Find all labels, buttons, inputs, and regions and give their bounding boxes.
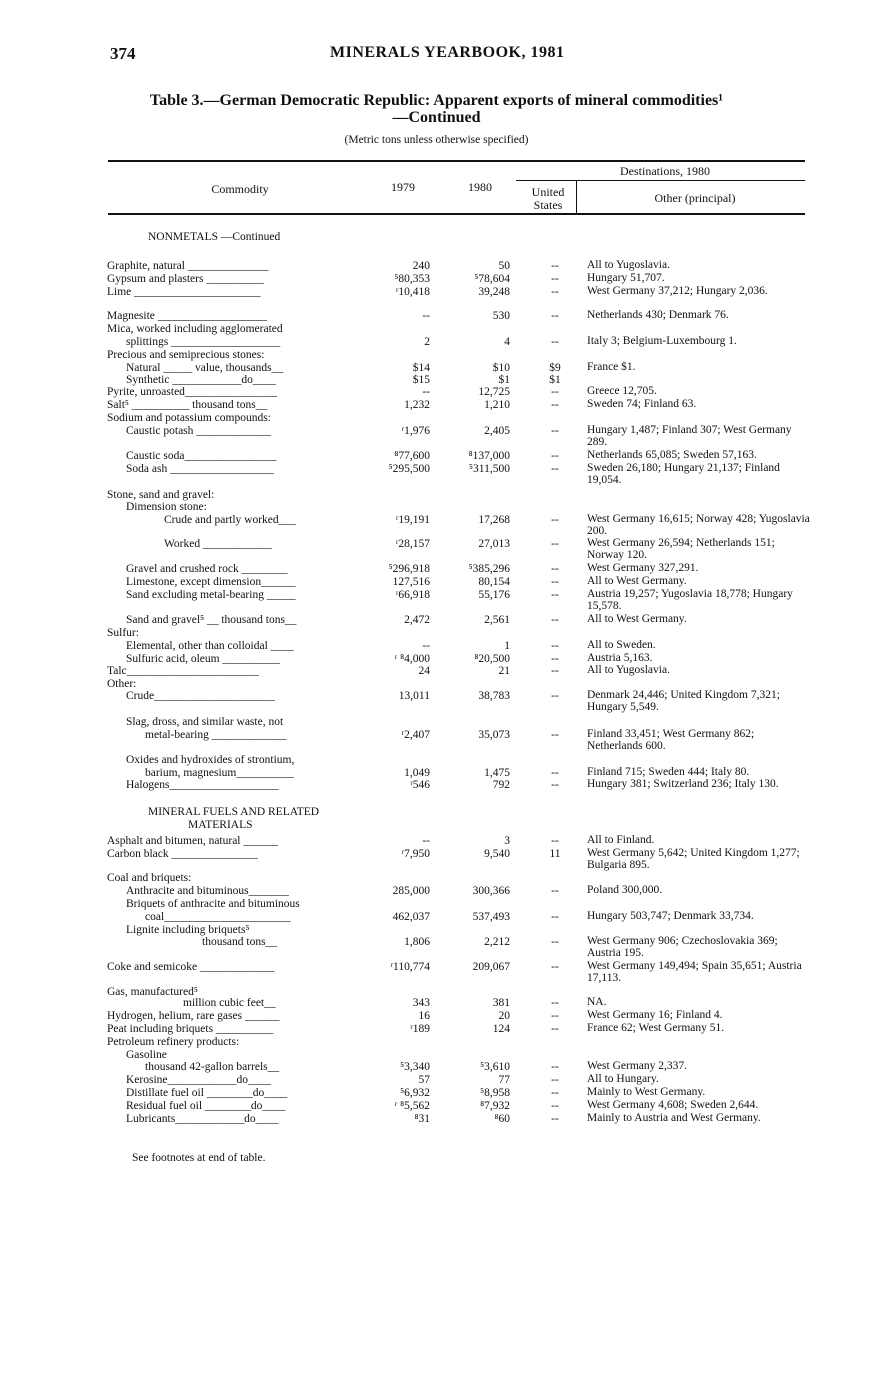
other-destination-cell: Greece 12,705. (587, 385, 657, 397)
commodity-cell: Natural _____ value, thousands__ (126, 362, 284, 374)
value-1980-cell: ⁵3,610 (480, 1061, 510, 1073)
other-destination-cell: All to Hungary. (587, 1073, 659, 1085)
value-1980-cell: 38,783 (478, 690, 510, 702)
commodity-cell: Gravel and crushed rock ________ (126, 563, 288, 575)
value-1980-cell: $1 (498, 374, 510, 386)
us-destination-cell: 11 (549, 848, 561, 860)
section-heading: NONMETALS —Continued (148, 231, 281, 243)
us-destination-cell: -- (551, 1087, 559, 1099)
value-1980-cell: ⁵311,500 (469, 463, 510, 475)
value-1980-cell: 2,212 (484, 936, 510, 948)
value-1979-cell: 2 (424, 336, 430, 348)
commodity-cell: Gasoline (126, 1049, 167, 1061)
us-destination-cell: -- (551, 1113, 559, 1125)
value-1979-cell: 462,037 (392, 911, 430, 923)
commodity-cell: Distillate fuel oil ________do____ (126, 1087, 288, 1099)
other-destination-cell: France $1. (587, 361, 636, 373)
value-1980-cell: 530 (492, 310, 510, 322)
us-destination-cell: $1 (549, 374, 561, 386)
commodity-cell: Graphite, natural ______________ (107, 260, 269, 272)
commodity-cell: Talc_______________________ (107, 665, 259, 677)
value-1980-cell: 1,210 (484, 399, 510, 411)
commodity-cell: Lime ______________________ (107, 286, 261, 298)
us-destination-cell: -- (551, 260, 559, 272)
value-1979-cell: 240 (412, 260, 430, 272)
commodity-cell: Stone, sand and gravel: (107, 489, 215, 501)
other-destination-cell: France 62; West Germany 51. (587, 1022, 725, 1034)
value-1980-cell: 124 (492, 1023, 510, 1035)
commodity-cell: Dimension stone: (126, 501, 207, 513)
value-1979-cell: 24 (418, 665, 430, 677)
value-1979-cell: -- (422, 835, 430, 847)
value-1979-cell: 13,011 (398, 690, 430, 702)
commodity-cell: Elemental, other than colloidal ____ (126, 640, 294, 652)
value-1980-cell: 1 (504, 640, 510, 652)
other-destination-cell: Hungary 503,747; Denmark 33,734. (587, 910, 754, 922)
commodity-cell: Crude and partly worked___ (164, 514, 296, 526)
value-1980-cell: 12,725 (478, 386, 510, 398)
table-title-line2: —Continued (392, 109, 481, 126)
header-destinations: Destinations, 1980 (620, 164, 710, 178)
value-1979-cell: ⁵296,918 (388, 563, 430, 575)
value-1980-cell: ⁸20,500 (474, 653, 510, 665)
header-commodity: Commodity (211, 182, 269, 196)
commodity-cell: barium, magnesium__________ (145, 767, 294, 779)
commodity-cell: Precious and semiprecious stones: (107, 349, 265, 361)
commodity-cell: Hydrogen, helium, rare gases ______ (107, 1010, 280, 1022)
other-destination-cell: All to Sweden. (587, 639, 656, 651)
commodity-cell: thousand tons__ (202, 936, 278, 948)
other-destination-cell: West Germany 149,494; Spain 35,651; Austria 17,113. (587, 960, 802, 984)
other-destination-cell: West Germany 5,642; United Kingdom 1,277; Bulgaria 895. (587, 847, 800, 871)
value-1979-cell: -- (422, 386, 430, 398)
us-destination-cell: -- (551, 767, 559, 779)
value-1980-cell: 55,176 (478, 589, 510, 601)
value-1980-cell: 792 (492, 779, 510, 791)
us-destination-cell: -- (551, 386, 559, 398)
other-destination-cell: Mainly to Austria and West Germany. (587, 1112, 761, 1124)
table-subtitle: (Metric tons unless otherwise specified) (344, 134, 529, 146)
us-destination-cell: -- (551, 399, 559, 411)
other-destination-cell: Denmark 24,446; United Kingdom 7,321; Hungary 5,549. (587, 689, 780, 713)
value-1980-cell: 209,067 (472, 961, 510, 973)
commodity-cell: Sand and gravel⁵ __ thousand tons__ (126, 614, 297, 626)
other-destination-cell: Austria 5,163. (587, 652, 653, 664)
us-destination-cell: -- (551, 589, 559, 601)
value-1979-cell: ʳ110,774 (390, 961, 430, 973)
us-destination-cell: -- (551, 936, 559, 948)
other-destination-cell: Sweden 26,180; Hungary 21,137; Finland 19,054. (587, 462, 780, 486)
us-destination-cell: -- (551, 1010, 559, 1022)
us-destination-cell: -- (551, 425, 559, 437)
page-number: 374 (110, 44, 136, 63)
commodity-cell: Anthracite and bituminous_______ (126, 885, 289, 897)
other-destination-cell: Austria 19,257; Yugoslavia 18,778; Hungary 15,578. (587, 588, 793, 612)
value-1979-cell: ʳ2,407 (401, 729, 430, 741)
commodity-cell: Coal and briquets: (107, 872, 192, 884)
value-1980-cell: 300,366 (472, 885, 510, 897)
value-1979-cell: ⁸31 (414, 1113, 430, 1125)
us-destination-cell: -- (551, 779, 559, 791)
us-destination-cell: $9 (549, 362, 561, 374)
us-destination-cell: -- (551, 911, 559, 923)
commodity-cell: Sulfur: (107, 627, 139, 639)
value-1980-cell: 2,405 (484, 425, 510, 437)
value-1979-cell: $14 (412, 362, 430, 374)
other-destination-cell: Finland 33,451; West Germany 862; Netherlands 600. (587, 728, 755, 752)
value-1980-cell: 3 (504, 835, 510, 847)
commodity-cell: Magnesite ___________________ (107, 310, 268, 322)
value-1979-cell: ʳ10,418 (395, 286, 430, 298)
table-title (0, 92, 873, 126)
commodity-cell: Synthetic ____________do____ (126, 374, 276, 386)
other-destination-cell: Mainly to West Germany. (587, 1086, 706, 1098)
other-destination-cell: NA. (587, 996, 607, 1008)
other-destination-cell: Netherlands 65,085; Sweden 57,163. (587, 449, 757, 461)
value-1980-cell: 77 (498, 1074, 510, 1086)
commodity-cell: Kerosine____________do____ (126, 1074, 272, 1086)
section-heading: MINERAL FUELS AND RELATED (148, 806, 320, 818)
value-1980-cell: $10 (492, 362, 510, 374)
other-destination-cell: West Germany 327,291. (587, 562, 699, 574)
value-1979-cell: ʳ66,918 (395, 589, 430, 601)
value-1980-cell: ⁵385,296 (468, 563, 510, 575)
top-rule (108, 160, 805, 162)
value-1979-cell: ʳ7,950 (401, 848, 430, 860)
value-1979-cell: ⁸77,600 (394, 450, 430, 462)
commodity-cell: Coke and semicoke _____________ (107, 961, 275, 973)
value-1979-cell: 2,472 (404, 614, 430, 626)
value-1979-cell: ⁵3,340 (400, 1061, 430, 1073)
us-destination-cell: -- (551, 729, 559, 741)
other-destination-cell: West Germany 26,594; Netherlands 151; Norway 120. (587, 537, 775, 561)
value-1980-cell: ⁸60 (494, 1113, 510, 1125)
us-destination-cell: -- (551, 690, 559, 702)
other-destination-cell: West Germany 2,337. (587, 1060, 687, 1072)
us-destination-cell: -- (551, 1023, 559, 1035)
us-destination-cell: -- (551, 835, 559, 847)
value-1980-cell: 17,268 (478, 514, 510, 526)
value-1979-cell: ʳ ⁸5,562 (394, 1100, 430, 1112)
value-1979-cell: 1,806 (404, 936, 430, 948)
commodity-cell: Residual fuel oil ________do____ (126, 1100, 286, 1112)
other-destination-cell: Sweden 74; Finland 63. (587, 398, 697, 410)
other-destination-cell: Poland 300,000. (587, 884, 663, 896)
value-1980-cell: 39,248 (478, 286, 510, 298)
other-destination-cell: Hungary 381; Switzerland 236; Italy 130. (587, 778, 779, 790)
commodity-cell: Other: (107, 678, 137, 690)
value-1979-cell: ⁵295,500 (388, 463, 430, 475)
section-heading: MATERIALS (188, 819, 253, 831)
commodity-cell: million cubic feet__ (183, 997, 276, 1009)
commodity-cell: Mica, worked including agglomerated (107, 323, 283, 335)
commodity-cell: Worked ____________ (164, 538, 272, 550)
commodity-cell: Petroleum refinery products: (107, 1036, 240, 1048)
us-destination-cell: -- (551, 997, 559, 1009)
other-destination-cell: Italy 3; Belgium-Luxembourg 1. (587, 335, 737, 347)
commodity-cell: Sulfuric acid, oleum __________ (126, 653, 280, 665)
value-1980-cell: ⁸137,000 (468, 450, 510, 462)
value-1979-cell: ʳ189 (410, 1023, 430, 1035)
commodity-cell: Caustic potash _____________ (126, 425, 272, 437)
commodity-cell: Sand excluding metal-bearing _____ (126, 589, 296, 601)
value-1979-cell: 285,000 (392, 885, 430, 897)
value-1979-cell: -- (422, 640, 430, 652)
header-1979: 1979 (391, 180, 415, 194)
commodity-cell: Halogens___________________ (126, 779, 279, 791)
other-destination-cell: Finland 715; Sweden 444; Italy 80. (587, 766, 750, 778)
value-1979-cell: ʳ ⁸4,000 (394, 653, 430, 665)
value-1980-cell: 20 (498, 1010, 510, 1022)
other-destination-cell: West Germany 4,608; Sweden 2,644. (587, 1099, 759, 1111)
commodity-cell: Crude_____________________ (126, 690, 275, 702)
commodity-cell: Limestone, except dimension______ (126, 576, 296, 588)
us-destination-cell: -- (551, 614, 559, 626)
footnote: See footnotes at end of table. (132, 1152, 266, 1164)
value-1980-cell: ⁵8,958 (480, 1087, 510, 1099)
other-destination-cell: Netherlands 430; Denmark 76. (587, 309, 729, 321)
commodity-cell: Caustic soda________________ (126, 450, 277, 462)
value-1979-cell: ʳ19,191 (395, 514, 430, 526)
us-destination-cell: -- (551, 336, 559, 348)
us-destination-cell: -- (551, 286, 559, 298)
us-column-divider (576, 181, 577, 213)
other-destination-cell: Hungary 1,487; Finland 307; West Germany 289. (587, 424, 792, 448)
us-destination-cell: -- (551, 273, 559, 285)
value-1980-cell: 9,540 (484, 848, 510, 860)
commodity-cell: Soda ash __________________ (126, 463, 274, 475)
value-1979-cell: ʳ28,157 (395, 538, 430, 550)
value-1979-cell: 16 (418, 1010, 430, 1022)
commodity-cell: splittings ___________________ (126, 336, 281, 348)
commodity-cell: Sodium and potassium compounds: (107, 412, 271, 424)
value-1980-cell: 21 (498, 665, 510, 677)
us-destination-cell: -- (551, 514, 559, 526)
commodity-cell: Pyrite, unroasted________________ (107, 386, 277, 398)
commodity-cell: metal-bearing _____________ (145, 729, 287, 741)
other-destination-cell: All to Yugoslavia. (587, 664, 670, 676)
us-destination-cell: -- (551, 450, 559, 462)
value-1979-cell: 127,516 (392, 576, 430, 588)
value-1980-cell: 80,154 (478, 576, 510, 588)
other-destination-cell: All to Yugoslavia. (587, 259, 670, 271)
header-united-states: United States (531, 185, 565, 212)
us-destination-cell: -- (551, 1074, 559, 1086)
value-1980-cell: 381 (492, 997, 510, 1009)
value-1980-cell: ⁸7,932 (480, 1100, 510, 1112)
commodity-cell: Lubricants____________do____ (126, 1113, 279, 1125)
us-destination-cell: -- (551, 463, 559, 475)
header-1980: 1980 (468, 180, 492, 194)
value-1980-cell: 1,475 (484, 767, 510, 779)
value-1980-cell: ⁵78,604 (474, 273, 510, 285)
table-title-line1: Table 3.—German Democratic Republic: Apparent exports of mineral commodities¹ (149, 92, 724, 109)
other-destination-cell: West Germany 16; Finland 4. (587, 1009, 723, 1021)
commodity-cell: Slag, dross, and similar waste, not (126, 716, 284, 728)
us-destination-cell: -- (551, 885, 559, 897)
value-1980-cell: 2,561 (484, 614, 510, 626)
other-destination-cell: All to West Germany. (587, 613, 687, 625)
commodity-cell: coal______________________ (145, 911, 291, 923)
value-1979-cell: $15 (412, 374, 430, 386)
value-1979-cell: ʳ546 (410, 779, 430, 791)
value-1980-cell: 537,493 (472, 911, 510, 923)
commodity-cell: Oxides and hydroxides of strontium, (126, 754, 295, 766)
value-1979-cell: ⁵6,932 (400, 1087, 430, 1099)
other-destination-cell: All to Finland. (587, 834, 655, 846)
destinations-rule (516, 180, 805, 181)
us-destination-cell: -- (551, 1061, 559, 1073)
us-destination-cell: -- (551, 1100, 559, 1112)
us-destination-cell: -- (551, 563, 559, 575)
commodity-cell: thousand 42-gallon barrels__ (145, 1061, 280, 1073)
header-bottom-rule (108, 213, 805, 215)
us-destination-cell: -- (551, 665, 559, 677)
other-destination-cell: All to West Germany. (587, 575, 687, 587)
us-destination-cell: -- (551, 538, 559, 550)
value-1979-cell: -- (422, 310, 430, 322)
value-1979-cell: 343 (412, 997, 430, 1009)
other-destination-cell: West Germany 16,615; Norway 428; Yugoslavia 200. (587, 513, 810, 537)
value-1980-cell: 27,013 (478, 538, 510, 550)
commodity-cell: Lignite including briquets⁵ (126, 924, 250, 936)
header-other: Other (principal) (654, 191, 736, 205)
other-destination-cell: Hungary 51,707. (587, 272, 665, 284)
other-destination-cell: West Germany 906; Czechoslovakia 369; Austria 195. (587, 935, 778, 959)
value-1980-cell: 50 (498, 260, 510, 272)
value-1980-cell: 35,073 (478, 729, 510, 741)
us-destination-cell: -- (551, 961, 559, 973)
value-1979-cell: 57 (418, 1074, 430, 1086)
commodity-cell: Briquets of anthracite and bituminous (126, 898, 300, 910)
value-1979-cell: ʳ1,976 (401, 425, 430, 437)
commodity-cell: Salt⁵ __________ thousand tons__ (107, 399, 268, 411)
commodity-cell: Peat including briquets __________ (107, 1023, 274, 1035)
us-destination-cell: -- (551, 576, 559, 588)
us-destination-cell: -- (551, 310, 559, 322)
value-1980-cell: 4 (504, 336, 510, 348)
value-1979-cell: 1,232 (404, 399, 430, 411)
us-destination-cell: -- (551, 640, 559, 652)
commodity-cell: Gas, manufactured⁵ (107, 986, 198, 998)
running-head: MINERALS YEARBOOK, 1981 (330, 44, 565, 61)
us-destination-cell: -- (551, 653, 559, 665)
commodity-cell: Carbon black _______________ (107, 848, 258, 860)
commodity-cell: Asphalt and bitumen, natural ______ (107, 835, 278, 847)
other-destination-cell: West Germany 37,212; Hungary 2,036. (587, 285, 768, 297)
value-1979-cell: ⁵80,353 (394, 273, 430, 285)
value-1979-cell: 1,049 (404, 767, 430, 779)
commodity-cell: Gypsum and plasters __________ (107, 273, 264, 285)
